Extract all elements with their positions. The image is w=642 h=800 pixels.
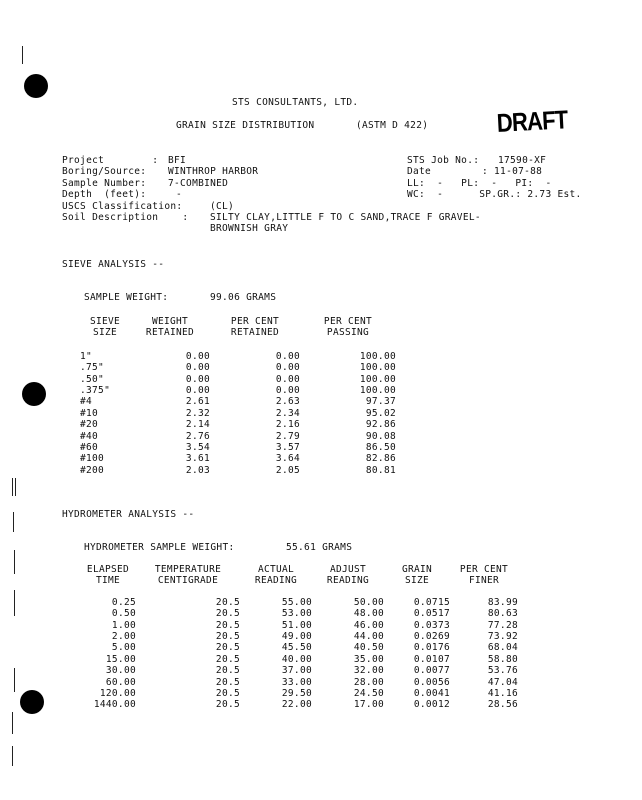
sieve-heading: SIEVE ANALYSIS -- (62, 259, 165, 270)
soil-description-line1: SILTY CLAY,LITTLE F TO C SAND,TRACE F GRAVEL- (210, 212, 481, 223)
weight-retained-cell: 2.03 (185, 464, 210, 476)
project-label: Project : (62, 155, 159, 166)
adjust-reading-cell: 35.00 (353, 653, 384, 665)
elapsed-time-cell: 30.00 (105, 665, 136, 677)
percent-retained-cell: 3.64 (275, 453, 300, 465)
elapsed-time-cell: 5.00 (111, 642, 136, 654)
table-row (80, 431, 396, 442)
boring-value: WINTHROP HARBOR (168, 166, 259, 177)
elapsed-time-cell: 120.00 (99, 688, 136, 700)
adjust-reading-cell: 28.00 (353, 676, 384, 688)
soil-description-line2: BROWNISH GRAY (210, 223, 289, 234)
depth-value: - (176, 189, 183, 200)
scan-mark (12, 746, 13, 766)
percent-passing-header: PASSING (326, 327, 370, 339)
elapsed-time-cell: 1.00 (111, 619, 136, 631)
sieve-size-cell: #100 (80, 453, 105, 465)
sieve-size-cell: .50" (80, 373, 105, 385)
table-row (80, 396, 396, 407)
table-row (80, 442, 396, 453)
grain-size-cell: 0.0176 (413, 642, 450, 654)
sieve-size-header: SIZE (92, 327, 118, 339)
actual-reading-cell: 53.00 (281, 608, 312, 620)
grain-size-cell: 0.0041 (413, 688, 450, 700)
grain-size-cell: 0.0517 (413, 608, 450, 620)
temperature-header: CENTIGRADE (157, 575, 219, 587)
sieve-size-cell: #10 (80, 407, 99, 419)
sieve-size-cell: #4 (80, 396, 93, 408)
water-content-specific-gravity: WC: - SP.GR.: 2.73 Est. (407, 189, 582, 200)
sieve-sample-weight-label: SAMPLE WEIGHT: (84, 292, 169, 303)
table-row (80, 362, 396, 373)
grain-size-cell: 0.0012 (413, 699, 450, 711)
adjust-reading-cell: 32.00 (353, 665, 384, 677)
table-row (80, 374, 396, 385)
percent-passing-cell: 100.00 (359, 350, 396, 362)
scan-mark (14, 550, 15, 574)
temperature-header: TEMPERATURE (154, 564, 222, 575)
adjust-reading-cell: 44.00 (353, 631, 384, 643)
table-header-row (80, 327, 396, 338)
punch-hole-middle (22, 382, 46, 406)
percent-finer-cell: 58.80 (487, 653, 518, 665)
temperature-cell: 20.5 (215, 631, 240, 643)
temperature-cell: 20.5 (215, 676, 240, 688)
adjust-reading-cell: 48.00 (353, 608, 384, 620)
grain-size-cell: 0.0107 (413, 653, 450, 665)
punch-hole-top (24, 74, 48, 98)
table-header-row (80, 564, 518, 575)
adjust-reading-cell: 24.50 (353, 688, 384, 700)
percent-retained-cell: 2.16 (275, 419, 300, 431)
percent-retained-cell: 0.00 (275, 373, 300, 385)
percent-passing-cell: 97.37 (365, 396, 396, 408)
percent-finer-header: PER CENT (459, 564, 509, 575)
hydrometer-sample-weight-label: HYDROMETER SAMPLE WEIGHT: (84, 542, 235, 553)
uscs-value: (CL) (210, 201, 235, 212)
weight-retained-cell: 2.61 (185, 396, 210, 408)
table-row (80, 699, 518, 710)
atterberg-limits: LL: - PL: - PI: - (407, 178, 552, 189)
job-number-label: STS Job No.: (407, 155, 480, 166)
hydrometer-sample-weight-value: 55.61 GRAMS (286, 542, 353, 553)
punch-hole-bottom (20, 690, 44, 714)
table-row (80, 620, 518, 631)
sieve-size-cell: .75" (80, 362, 105, 374)
table-row (80, 677, 518, 688)
scan-mark (12, 478, 13, 496)
weight-retained-cell: 3.54 (185, 442, 210, 454)
sieve-size-cell: #60 (80, 442, 99, 454)
table-row (80, 465, 396, 476)
temperature-cell: 20.5 (215, 608, 240, 620)
percent-retained-cell: 0.00 (275, 350, 300, 362)
soil-description-label: Soil Description : (62, 212, 189, 223)
table-row (80, 608, 518, 619)
percent-finer-cell: 47.04 (487, 676, 518, 688)
temperature-cell: 20.5 (215, 642, 240, 654)
table-row (80, 654, 518, 665)
sieve-sample-weight-value: 99.06 GRAMS (210, 292, 277, 303)
weight-retained-cell: 2.76 (185, 430, 210, 442)
adjust-reading-cell: 40.50 (353, 642, 384, 654)
grain-size-cell: 0.0373 (413, 619, 450, 631)
boring-label: Boring/Source: (62, 166, 147, 177)
sieve-size-cell: .375" (80, 385, 111, 397)
astm-standard: (ASTM D 422) (356, 120, 429, 131)
percent-finer-cell: 41.16 (487, 688, 518, 700)
percent-retained-cell: 2.79 (275, 430, 300, 442)
table-header-row (80, 316, 396, 327)
percent-finer-cell: 28.56 (487, 699, 518, 711)
percent-retained-cell: 3.57 (275, 442, 300, 454)
percent-passing-cell: 92.86 (365, 419, 396, 431)
adjust-reading-cell: 46.00 (353, 619, 384, 631)
grain-size-header: GRAIN (401, 564, 433, 575)
scan-mark (22, 46, 23, 64)
sieve-size-cell: 1" (80, 350, 93, 362)
adjust-reading-header: READING (326, 575, 370, 587)
actual-reading-header: READING (254, 575, 298, 587)
table-row (80, 453, 396, 464)
elapsed-time-cell: 2.00 (111, 631, 136, 643)
actual-reading-cell: 49.00 (281, 631, 312, 643)
table-row (80, 631, 518, 642)
sieve-size-cell: #40 (80, 430, 99, 442)
percent-finer-header: FINER (468, 575, 500, 587)
percent-passing-cell: 86.50 (365, 442, 396, 454)
scan-mark (15, 478, 16, 496)
actual-reading-cell: 45.50 (281, 642, 312, 654)
table-header-row (80, 575, 518, 586)
percent-passing-cell: 100.00 (359, 362, 396, 374)
temperature-cell: 20.5 (215, 653, 240, 665)
percent-finer-cell: 73.92 (487, 631, 518, 643)
sample-number-label: Sample Number: (62, 178, 147, 189)
elapsed-time-cell: 60.00 (105, 676, 136, 688)
grain-size-cell: 0.0056 (413, 676, 450, 688)
actual-reading-cell: 51.00 (281, 619, 312, 631)
elapsed-time-cell: 15.00 (105, 653, 136, 665)
adjust-reading-header: ADJUST (329, 564, 367, 575)
sample-number-value: 7-COMBINED (168, 178, 229, 189)
weight-retained-cell: 0.00 (185, 373, 210, 385)
job-number-value: 17590-XF (498, 155, 547, 166)
percent-passing-cell: 95.02 (365, 407, 396, 419)
date-label: Date (407, 166, 432, 177)
percent-retained-header: PER CENT (230, 316, 280, 327)
adjust-reading-cell: 50.00 (353, 596, 384, 608)
weight-retained-cell: 0.00 (185, 362, 210, 374)
actual-reading-cell: 40.00 (281, 653, 312, 665)
percent-retained-cell: 0.00 (275, 385, 300, 397)
temperature-cell: 20.5 (215, 699, 240, 711)
grain-size-header: SIZE (404, 575, 430, 587)
actual-reading-cell: 55.00 (281, 596, 312, 608)
percent-retained-header: RETAINED (230, 327, 280, 339)
percent-retained-cell: 2.34 (275, 407, 300, 419)
project-value: BFI (168, 155, 187, 166)
adjust-reading-cell: 17.00 (353, 699, 384, 711)
table-row (80, 642, 518, 653)
table-row (80, 419, 396, 430)
percent-retained-cell: 2.63 (275, 396, 300, 408)
document-title: GRAIN SIZE DISTRIBUTION (176, 120, 315, 131)
temperature-cell: 20.5 (215, 688, 240, 700)
scan-mark (14, 590, 15, 616)
elapsed-time-header: ELAPSED (86, 564, 130, 575)
scan-mark (14, 668, 15, 692)
weight-retained-header: WEIGHT (151, 316, 189, 327)
weight-retained-cell: 0.00 (185, 350, 210, 362)
elapsed-time-cell: 1440.00 (93, 699, 136, 711)
percent-finer-cell: 53.76 (487, 665, 518, 677)
weight-retained-header: RETAINED (145, 327, 195, 339)
weight-retained-cell: 0.00 (185, 385, 210, 397)
percent-retained-cell: 0.00 (275, 362, 300, 374)
percent-passing-cell: 100.00 (359, 373, 396, 385)
temperature-cell: 20.5 (215, 665, 240, 677)
sieve-size-header: SIEVE (89, 316, 121, 327)
actual-reading-header: ACTUAL (257, 564, 295, 575)
draft-stamp: DRAFT (496, 104, 569, 138)
temperature-cell: 20.5 (215, 619, 240, 631)
percent-passing-cell: 80.81 (365, 464, 396, 476)
weight-retained-cell: 3.61 (185, 453, 210, 465)
grain-size-cell: 0.0077 (413, 665, 450, 677)
uscs-label: USCS Classification: (62, 201, 183, 212)
date-value: : 11-07-88 (482, 166, 543, 177)
weight-retained-cell: 2.14 (185, 419, 210, 431)
grain-size-cell: 0.0715 (413, 596, 450, 608)
table-row (80, 597, 518, 608)
percent-finer-cell: 77.28 (487, 619, 518, 631)
actual-reading-cell: 29.50 (281, 688, 312, 700)
temperature-cell: 20.5 (215, 596, 240, 608)
actual-reading-cell: 33.00 (281, 676, 312, 688)
scan-mark (13, 512, 14, 532)
elapsed-time-cell: 0.50 (111, 608, 136, 620)
percent-passing-cell: 90.08 (365, 430, 396, 442)
table-row (80, 665, 518, 676)
table-row (80, 408, 396, 419)
table-row (80, 385, 396, 396)
percent-finer-cell: 83.99 (487, 596, 518, 608)
company-name: STS CONSULTANTS, LTD. (232, 97, 359, 108)
percent-passing-cell: 82.86 (365, 453, 396, 465)
grain-size-cell: 0.0269 (413, 631, 450, 643)
percent-finer-cell: 68.04 (487, 642, 518, 654)
percent-passing-cell: 100.00 (359, 385, 396, 397)
sieve-size-cell: #200 (80, 464, 105, 476)
table-row (80, 688, 518, 699)
actual-reading-cell: 22.00 (281, 699, 312, 711)
sieve-table (80, 316, 396, 476)
percent-finer-cell: 80.63 (487, 608, 518, 620)
scan-mark (12, 712, 13, 734)
elapsed-time-cell: 0.25 (111, 596, 136, 608)
actual-reading-cell: 37.00 (281, 665, 312, 677)
depth-label: Depth (feet): (62, 189, 147, 200)
hydrometer-heading: HYDROMETER ANALYSIS -- (62, 509, 195, 520)
weight-retained-cell: 2.32 (185, 407, 210, 419)
percent-passing-header: PER CENT (323, 316, 373, 327)
sieve-size-cell: #20 (80, 419, 99, 431)
table-row (80, 351, 396, 362)
elapsed-time-header: TIME (95, 575, 121, 587)
percent-retained-cell: 2.05 (275, 464, 300, 476)
hydrometer-table (80, 564, 518, 711)
